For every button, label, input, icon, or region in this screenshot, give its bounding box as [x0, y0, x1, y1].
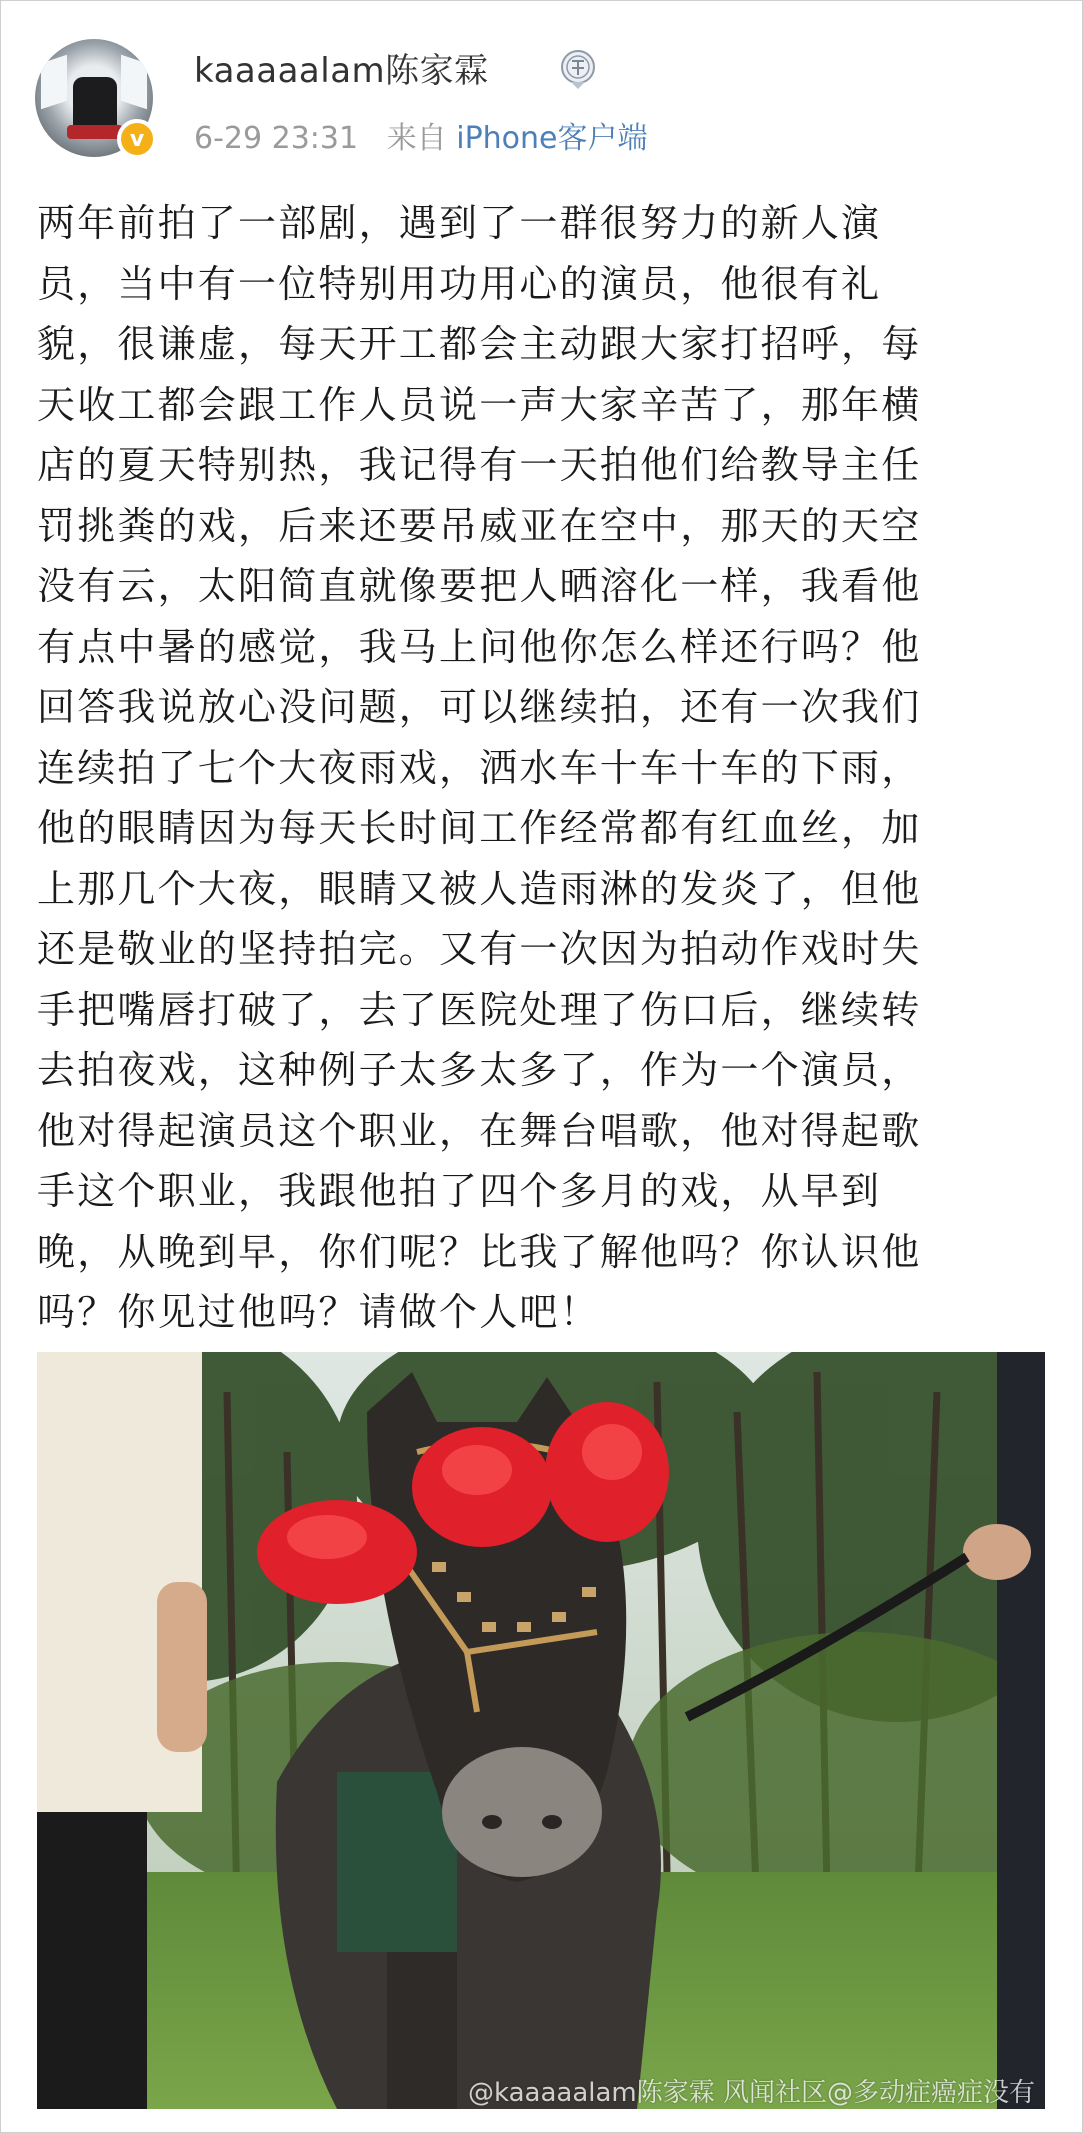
post-text-line: 貌，很谦虚，每天开工都会主动跟大家打招呼，每	[37, 322, 922, 366]
post-text-line: 他对得起演员这个职业，在舞台唱歌，他对得起歌	[37, 1108, 922, 1153]
username[interactable]: kaaaaalam陈家霖	[194, 51, 489, 91]
post-text-line: 回答我说放心没问题，可以继续拍，还有一次我们	[37, 685, 922, 729]
post-text-line: 有点中暑的感觉，我马上问他你怎么样还行吗？他	[37, 624, 922, 669]
post-text-line: 上那几个大夜，眼睛又被人造雨淋的发炎了，但他	[37, 866, 922, 911]
post-text-line: 他的眼睛因为每天长时间工作经常都有红血丝，加	[37, 806, 922, 850]
post-text-line: 员，当中有一位特别用功用心的演员，他很有礼	[37, 261, 882, 306]
post-text-line: 手把嘴唇打破了，去了医院处理了伤口后，继续转	[37, 987, 922, 1032]
post-text-line: 还是敬业的坚持拍完。又有一次因为拍动作戏时失	[37, 927, 922, 971]
post-text-line: 晚，从晚到早，你们呢？比我了解他吗？你认识他	[37, 1229, 922, 1274]
post-body	[37, 193, 1052, 1343]
post-text-line: 手这个职业，我跟他拍了四个多月的戏，从早到	[37, 1169, 882, 1213]
post-text-line: 去拍夜戏，这种例子太多太多了，作为一个演员，	[37, 1048, 922, 1092]
post-text-line: 罚挑粪的戏，后来还要吊威亚在空中，那天的天空	[37, 503, 922, 548]
post-time: 6-29 23:31	[194, 121, 359, 156]
post-text-line: 天收工都会跟工作人员说一声大家辛苦了，那年横	[37, 382, 922, 427]
post-text-line: 店的夏天特别热，我记得有一天拍他们给教导主任	[37, 443, 922, 487]
source-client-link[interactable]: iPhone客户端	[456, 121, 648, 156]
photo-watermark: @kaaaaalam陈家霖 风闻社区@多动症癌症没有	[467, 2078, 1035, 2108]
source-label: 来自	[386, 121, 447, 156]
verified-badge-icon: v	[117, 119, 157, 159]
medal-icon	[559, 47, 597, 91]
donkey-photo	[37, 1352, 1045, 2109]
post-photo[interactable]	[37, 1352, 1045, 2109]
post-text-line: 连续拍了七个大夜雨戏，洒水车十车十车的下雨，	[37, 745, 922, 790]
post-text-line: 没有云，太阳简直就像要把人晒溶化一样，我看他	[37, 564, 922, 608]
post-text-line: 两年前拍了一部剧，遇到了一群很努力的新人演	[37, 201, 882, 245]
post-text-line: 吗？你见过他吗？请做个人吧！	[37, 1290, 600, 1334]
post-meta	[194, 113, 648, 157]
avatar[interactable]	[35, 39, 153, 157]
